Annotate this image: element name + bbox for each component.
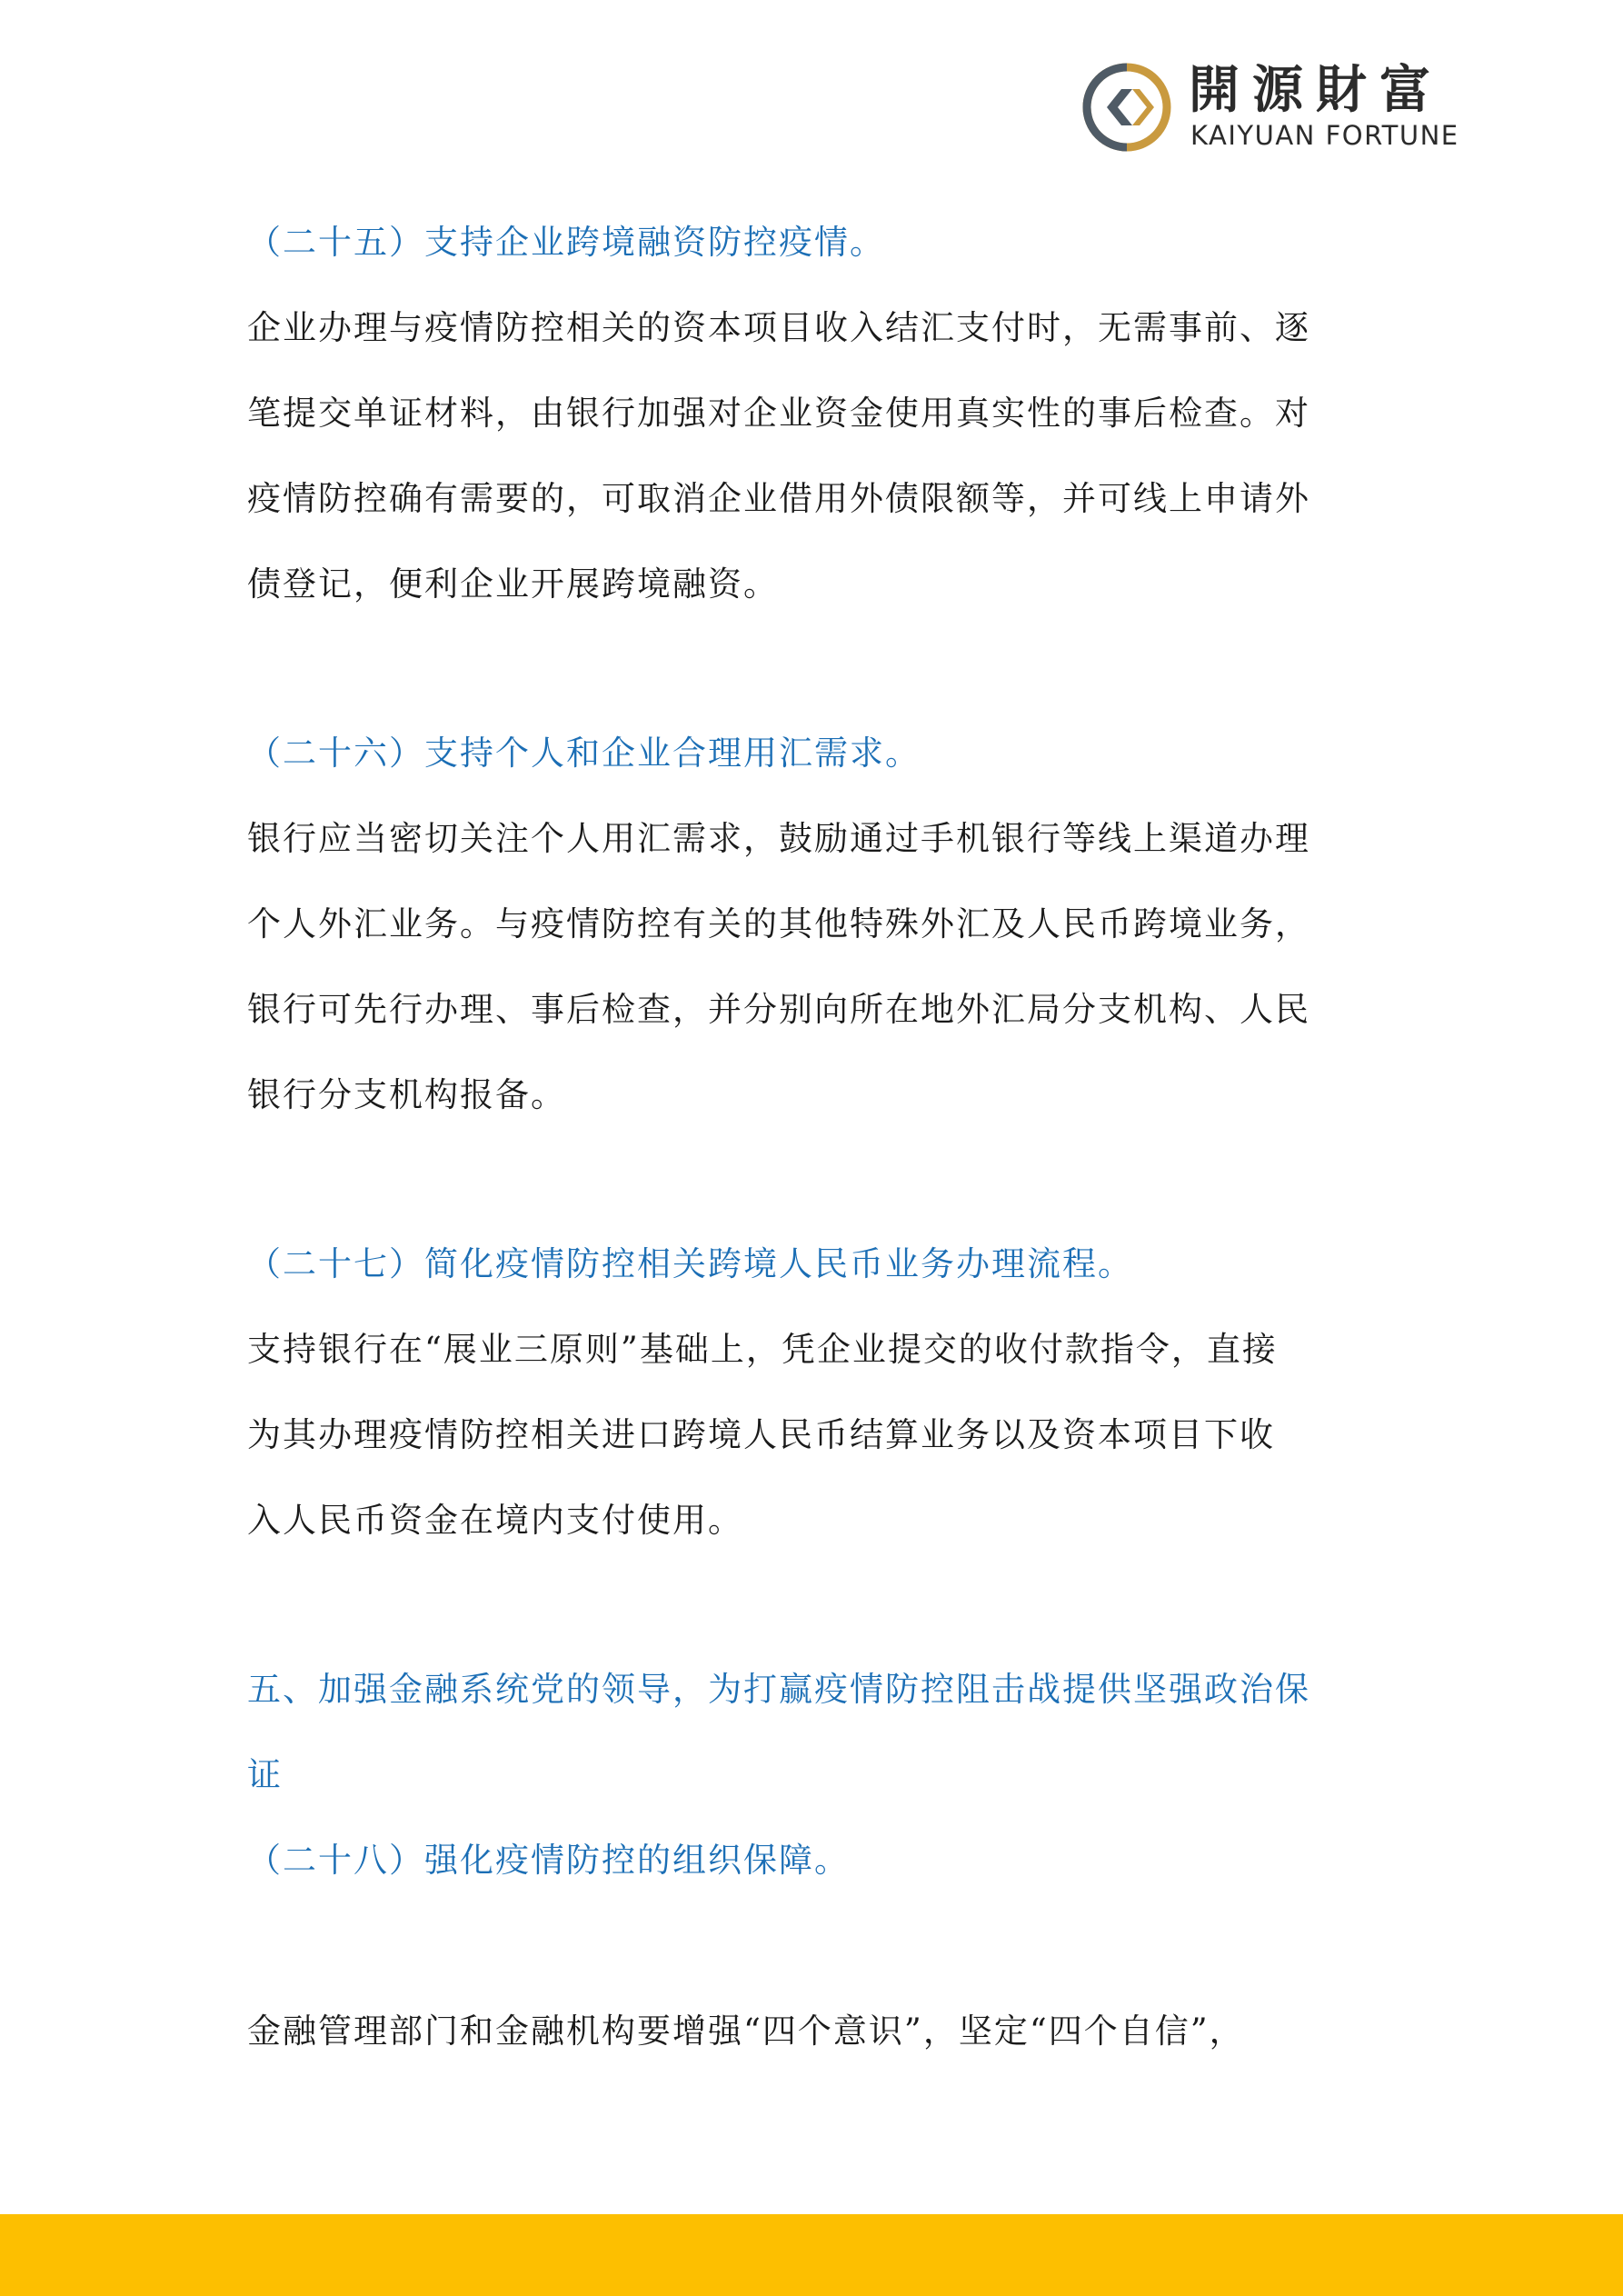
- paragraph-item-26: [247, 796, 1383, 1138]
- heading-item-26: （二十六）支持个人和企业合理用汇需求。: [247, 734, 921, 773]
- section-title-line: 证: [247, 1755, 283, 1794]
- text-line: 企业办理与疫情防控相关的资本项目收入结汇支付时，无需事前、逐: [247, 308, 1310, 347]
- text-line: 为其办理疫情防控相关进口跨境人民币结算业务以及资本项目下收: [247, 1415, 1275, 1454]
- logo-english-name: KAIYUAN FORTUNE: [1190, 120, 1459, 151]
- paragraph-item-28: [247, 1989, 1383, 2074]
- heading-item-25: （二十五）支持企业跨境融资防控疫情。: [247, 223, 885, 262]
- kaiyuan-fortune-logo: [1081, 62, 1499, 153]
- text-line: 债登记，便利企业开展跨境融资。: [247, 564, 779, 604]
- section-5-title: [247, 1647, 1383, 1818]
- kaiyuan-logo-icon: [1081, 62, 1172, 153]
- spacer: [247, 1138, 1383, 1222]
- paragraph-item-27: [247, 1307, 1383, 1563]
- spacer: [247, 1563, 1383, 1647]
- text-line: 支持银行在“展业三原则”基础上，凭企业提交的收付款指令，直接: [247, 1330, 1278, 1369]
- section-title-line: 五、加强金融系统党的领导，为打赢疫情防控阻击战提供坚强政治保: [247, 1670, 1310, 1709]
- heading-item-27: （二十七）简化疫情防控相关跨境人民币业务办理流程。: [247, 1244, 1133, 1283]
- spacer: [247, 1903, 1383, 1989]
- text-line: 金融管理部门和金融机构要增强“四个意识”，坚定“四个自信”，: [247, 2011, 1245, 2051]
- paragraph-item-25: [247, 285, 1383, 627]
- heading-item-28: （二十八）强化疫情防控的组织保障。: [247, 1841, 850, 1880]
- logo-chinese-name: 開源財富: [1189, 61, 1443, 120]
- document-body: [247, 200, 1383, 2074]
- footer-bar: [0, 2214, 1623, 2296]
- text-line: 疫情防控确有需要的，可取消企业借用外债限额等，并可线上申请外: [247, 479, 1310, 518]
- text-line: 笔提交单证材料，由银行加强对企业资金使用真实性的事后检查。对: [247, 394, 1310, 433]
- text-line: 银行可先行办理、事后检查，并分别向所在地外汇局分支机构、人民: [247, 990, 1310, 1029]
- text-line: 银行分支机构报备。: [247, 1075, 566, 1114]
- text-line: 个人外汇业务。与疫情防控有关的其他特殊外汇及人民币跨境业务，: [247, 904, 1310, 943]
- text-line: 入人民币资金在境内支付使用。: [247, 1501, 743, 1540]
- text-line: 银行应当密切关注个人用汇需求，鼓励通过手机银行等线上渠道办理: [247, 819, 1310, 858]
- spacer: [247, 627, 1383, 711]
